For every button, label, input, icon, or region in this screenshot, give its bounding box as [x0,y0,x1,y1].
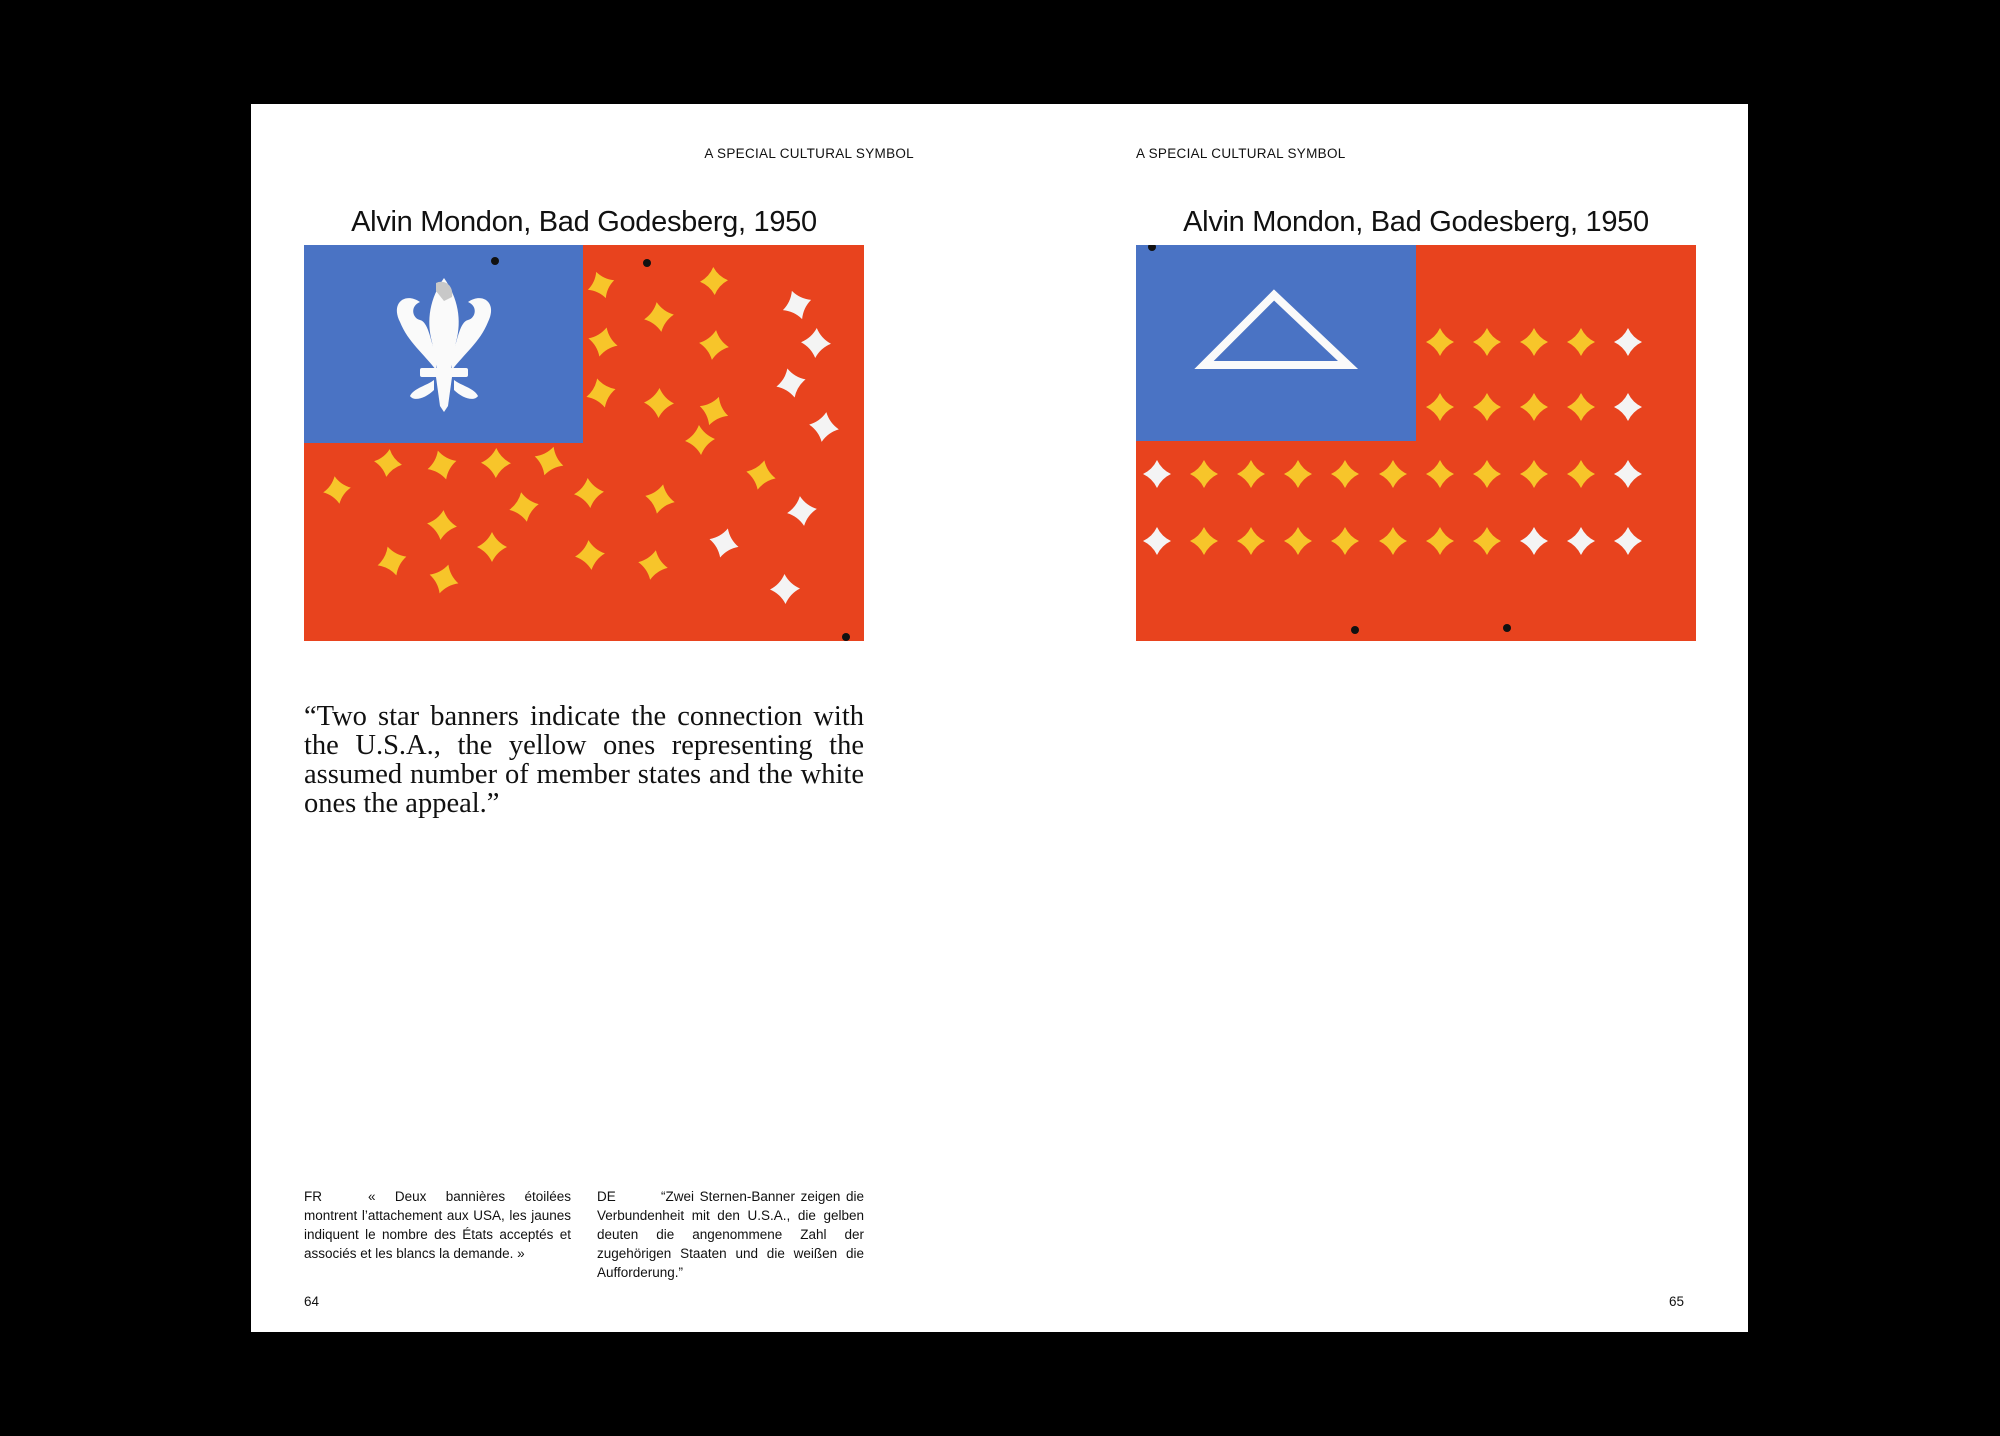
language-code: DE [597,1189,616,1204]
running-head: A SPECIAL CULTURAL SYMBOL [704,146,914,161]
language-code: FR [304,1189,322,1204]
translation-text: “Zwei Sternen-Banner zeigen die Verbundenheit mit den U.S.A., die gelben deuten die angenommene Zahl der zugehörigen Staaten und die weißen die Aufforderung.” [597,1189,864,1280]
plate-title: Alvin Mondon, Bad Godesberg, 1950 [1183,206,1649,239]
translation-fr [304,1187,571,1263]
translation-de [597,1187,864,1282]
translation-text: « Deux bannières étoilées montrent l’attachement aux USA, les jaunes indiquent le nombre des États acceptés et associés et les blancs la demande. » [304,1189,571,1261]
pull-quote: “Two star banners indicate the connection with the U.S.A., the yellow ones representing the assumed number of member states and the white ones the appeal.” [304,701,864,819]
page-number: 64 [304,1294,320,1309]
flag-canton [1136,245,1416,441]
left-page [251,104,1000,1332]
page-number: 65 [1668,1294,1684,1309]
right-page [1000,104,1748,1332]
running-head: A SPECIAL CULTURAL SYMBOL [1136,146,1346,161]
plate-title: Alvin Mondon, Bad Godesberg, 1950 [351,206,817,239]
flag-image-triangle [1136,245,1696,641]
flag-image-fleur-de-lis [304,245,864,641]
